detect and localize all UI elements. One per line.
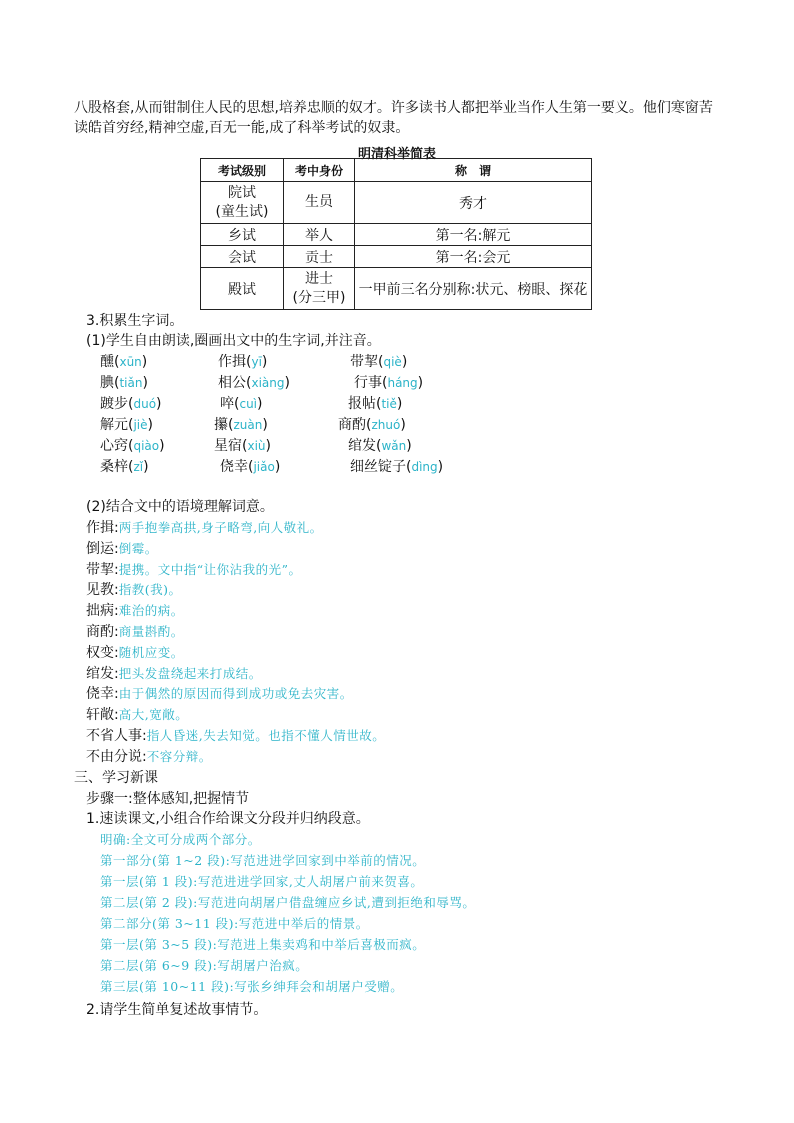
table-cell: 贡士 bbox=[284, 246, 355, 268]
meaning-term: 绾发: bbox=[86, 665, 119, 682]
cell-text: (童生试) bbox=[215, 203, 269, 220]
pinyin: wǎn bbox=[381, 439, 407, 453]
meaning-item bbox=[86, 705, 188, 725]
word-close: ) bbox=[156, 396, 162, 412]
meaning-term: 见教: bbox=[86, 582, 119, 599]
vocab-word bbox=[350, 352, 407, 372]
meaning-term: 权变: bbox=[86, 644, 119, 661]
vocab-word bbox=[100, 373, 148, 393]
table-cell: 会试 bbox=[201, 246, 284, 268]
word-text: 醺( bbox=[100, 354, 120, 370]
word-close: ) bbox=[159, 438, 165, 454]
word-text: 报帖( bbox=[348, 396, 382, 412]
table-row bbox=[201, 246, 592, 268]
vocab-heading: 3.积累生字词。 bbox=[86, 313, 184, 329]
vocab-word bbox=[214, 436, 271, 456]
table-header-row bbox=[201, 159, 592, 182]
word-text: 啐( bbox=[220, 396, 240, 412]
intro-line-2: 读皓首穷经,精神空虚,百无一能,成了科举考试的奴隶。 bbox=[74, 120, 410, 136]
meaning-term: 不由分说: bbox=[86, 748, 147, 765]
word-text: 行事( bbox=[354, 375, 388, 391]
meaning-item bbox=[86, 664, 262, 684]
meaning-item bbox=[86, 560, 302, 580]
vocab-word bbox=[348, 394, 402, 414]
meaning-term: 作揖: bbox=[86, 520, 119, 536]
word-close: ) bbox=[274, 459, 281, 475]
keju-table bbox=[200, 158, 592, 310]
word-close: ) bbox=[147, 417, 153, 433]
word-text: 心窍( bbox=[100, 438, 134, 454]
intro-line-1: 八股格套,从而钳制住人民的思想,培养忠顺的奴才。许多读书人都把举业当作人生第一要义。他们寒窗苦 bbox=[74, 100, 713, 116]
answer-line: 明确:全文可分成两个部分。 bbox=[100, 832, 261, 847]
meaning-item bbox=[86, 726, 385, 746]
pinyin: tiě bbox=[381, 397, 397, 411]
word-close: ) bbox=[265, 438, 271, 454]
cell-text: (分三甲) bbox=[292, 289, 346, 306]
table-cell: 秀才 bbox=[355, 182, 592, 224]
meaning-definition: 指教(我)。 bbox=[118, 582, 182, 598]
answer-line: 第三层(第 10~11 段):写张乡绅拜会和胡屠户受赠。 bbox=[100, 979, 404, 994]
word-close: ) bbox=[406, 438, 412, 454]
table-row bbox=[201, 224, 592, 246]
meaning-definition: 不容分辩。 bbox=[146, 748, 212, 764]
table-cell: 第一名:会元 bbox=[355, 246, 592, 268]
word-text: 解元( bbox=[100, 417, 134, 433]
word-close: ) bbox=[401, 354, 408, 370]
task-2: 2.请学生简单复述故事情节。 bbox=[86, 1002, 268, 1018]
answer-line: 第二层(第 2 段):写范进向胡屠户借盘缠应乡试,遭到拒绝和辱骂。 bbox=[100, 895, 476, 910]
word-close: ) bbox=[257, 396, 263, 412]
meaning-definition: 提携。文中指“让你沾我的光”。 bbox=[118, 561, 302, 577]
pinyin: yī bbox=[251, 355, 262, 369]
cell-text: 院试 bbox=[228, 184, 256, 201]
word-close: ) bbox=[400, 417, 406, 433]
pinyin: zǐ bbox=[133, 460, 144, 474]
word-close: ) bbox=[142, 375, 148, 391]
pinyin: qiào bbox=[133, 439, 160, 453]
table-cell bbox=[284, 182, 355, 224]
word-close: ) bbox=[143, 459, 149, 475]
meaning-term: 轩敞: bbox=[86, 707, 119, 724]
pinyin: xiù bbox=[247, 439, 266, 453]
word-text: 带挈( bbox=[350, 354, 384, 370]
cell-text: 生员 bbox=[305, 194, 333, 210]
meaning-instruction: (2)结合文中的语境理解词意。 bbox=[86, 499, 274, 515]
pinyin: jiè bbox=[133, 418, 148, 432]
table-row bbox=[201, 182, 592, 224]
answer-line: 第二部分(第 3~11 段):写范进中举后的情景。 bbox=[100, 916, 369, 931]
word-text: 绾发( bbox=[348, 438, 382, 454]
meaning-item bbox=[86, 518, 323, 538]
answer-line: 第一层(第 3~5 段):写范进上集卖鸡和中举后喜极而疯。 bbox=[100, 937, 426, 952]
pinyin: xiàng bbox=[251, 376, 285, 390]
answer-line: 第一层(第 1 段):写范进进学回家,丈人胡屠户前来贺喜。 bbox=[100, 874, 424, 889]
meaning-item bbox=[86, 684, 353, 704]
task-1: 1.速读课文,小组合作给课文分段并归纳段意。 bbox=[86, 811, 370, 827]
pinyin: qiè bbox=[383, 355, 402, 369]
vocab-word bbox=[100, 457, 149, 477]
vocab-word bbox=[100, 415, 153, 435]
vocab-word bbox=[220, 457, 280, 477]
meaning-definition: 倒霉。 bbox=[118, 540, 158, 556]
meaning-term: 倒运: bbox=[86, 540, 119, 557]
word-close: ) bbox=[262, 417, 268, 433]
word-text: 桑梓( bbox=[100, 459, 134, 475]
vocab-word bbox=[100, 352, 147, 372]
meaning-term: 侥幸: bbox=[86, 686, 119, 703]
word-close: ) bbox=[396, 396, 403, 412]
pinyin: jiǎo bbox=[253, 460, 275, 474]
meaning-definition: 把头发盘绕起来打成结。 bbox=[118, 665, 262, 681]
meaning-definition: 商量斟酌。 bbox=[118, 624, 184, 639]
table-row bbox=[201, 268, 592, 310]
section-heading: 三、学习新课 bbox=[74, 770, 158, 786]
word-text: 侥幸( bbox=[220, 459, 254, 475]
word-text: 相公( bbox=[218, 375, 252, 391]
word-text: 作揖( bbox=[218, 354, 252, 370]
pinyin: xūn bbox=[119, 355, 142, 369]
word-text: 踱步( bbox=[100, 396, 134, 412]
word-close: ) bbox=[284, 375, 290, 391]
step-heading: 步骤一:整体感知,把握情节 bbox=[86, 791, 250, 807]
vocab-word bbox=[218, 352, 267, 372]
meaning-item bbox=[86, 643, 184, 663]
meaning-definition: 随机应变。 bbox=[118, 644, 184, 660]
answer-line: 第二层(第 6~9 段):写胡屠户治疯。 bbox=[100, 958, 309, 973]
table-title: 明清科举简表 bbox=[357, 147, 436, 162]
pinyin: háng bbox=[387, 376, 418, 390]
word-text: 商酌( bbox=[338, 417, 372, 433]
meaning-term: 商酌: bbox=[86, 624, 119, 640]
vocab-instruction: (1)学生自由朗读,圈画出文中的生字词,并注音。 bbox=[86, 333, 381, 349]
vocab-word bbox=[354, 373, 423, 393]
meaning-item bbox=[86, 539, 158, 559]
word-close: ) bbox=[261, 354, 268, 370]
meaning-definition: 由于偶然的原因而得到成功或免去灾害。 bbox=[118, 686, 353, 702]
meaning-term: 不省人事: bbox=[86, 728, 147, 744]
word-close: ) bbox=[437, 459, 444, 475]
vocab-word bbox=[350, 457, 443, 477]
word-text: 攥( bbox=[214, 417, 234, 433]
vocab-word bbox=[100, 436, 165, 456]
word-text: 细丝锭子( bbox=[350, 459, 412, 475]
meaning-item bbox=[86, 747, 212, 767]
table-cell: 乡试 bbox=[201, 224, 284, 246]
vocab-word bbox=[218, 373, 290, 393]
table-cell: 第一名:解元 bbox=[355, 224, 592, 246]
meaning-definition: 指人昏迷,失去知觉。也指不懂人情世故。 bbox=[146, 728, 386, 743]
table-header: 考试级别 bbox=[201, 159, 284, 182]
table-cell bbox=[201, 182, 284, 224]
vocab-word bbox=[214, 415, 268, 435]
vocab-word bbox=[100, 394, 162, 414]
pinyin: zhuó bbox=[371, 418, 401, 432]
cell-text: 进士 bbox=[305, 270, 333, 287]
word-text: 腆( bbox=[100, 375, 120, 391]
word-close: ) bbox=[141, 354, 148, 370]
pinyin: dìng bbox=[411, 460, 438, 474]
table-cell: 一甲前三名分别称:状元、榜眼、探花 bbox=[355, 268, 592, 310]
meaning-item bbox=[86, 601, 184, 621]
meaning-term: 带挈: bbox=[86, 561, 119, 578]
table-header: 考中身份 bbox=[284, 159, 355, 182]
pinyin: cuì bbox=[239, 397, 258, 411]
answer-line: 第一部分(第 1~2 段):写范进进学回家到中举前的情况。 bbox=[100, 853, 426, 868]
vocab-word bbox=[338, 415, 406, 435]
table-cell: 殿试 bbox=[201, 268, 284, 310]
table-header: 称 谓 bbox=[355, 159, 592, 182]
pinyin: tiǎn bbox=[119, 376, 143, 390]
vocab-word bbox=[220, 394, 262, 414]
word-text: 星宿( bbox=[214, 438, 248, 454]
pinyin: duó bbox=[133, 397, 157, 411]
table-cell: 举人 bbox=[284, 224, 355, 246]
meaning-term: 拙病: bbox=[86, 603, 119, 620]
table-cell bbox=[284, 268, 355, 310]
meaning-item bbox=[86, 580, 181, 600]
pinyin: zuàn bbox=[233, 418, 263, 432]
meaning-item bbox=[86, 622, 184, 642]
vocab-word bbox=[348, 436, 412, 456]
meaning-definition: 两手抱拳高拱,身子略弯,向人敬礼。 bbox=[118, 520, 323, 535]
word-close: ) bbox=[417, 375, 424, 391]
meaning-definition: 高大,宽敞。 bbox=[118, 707, 189, 723]
meaning-definition: 难治的病。 bbox=[118, 603, 184, 619]
